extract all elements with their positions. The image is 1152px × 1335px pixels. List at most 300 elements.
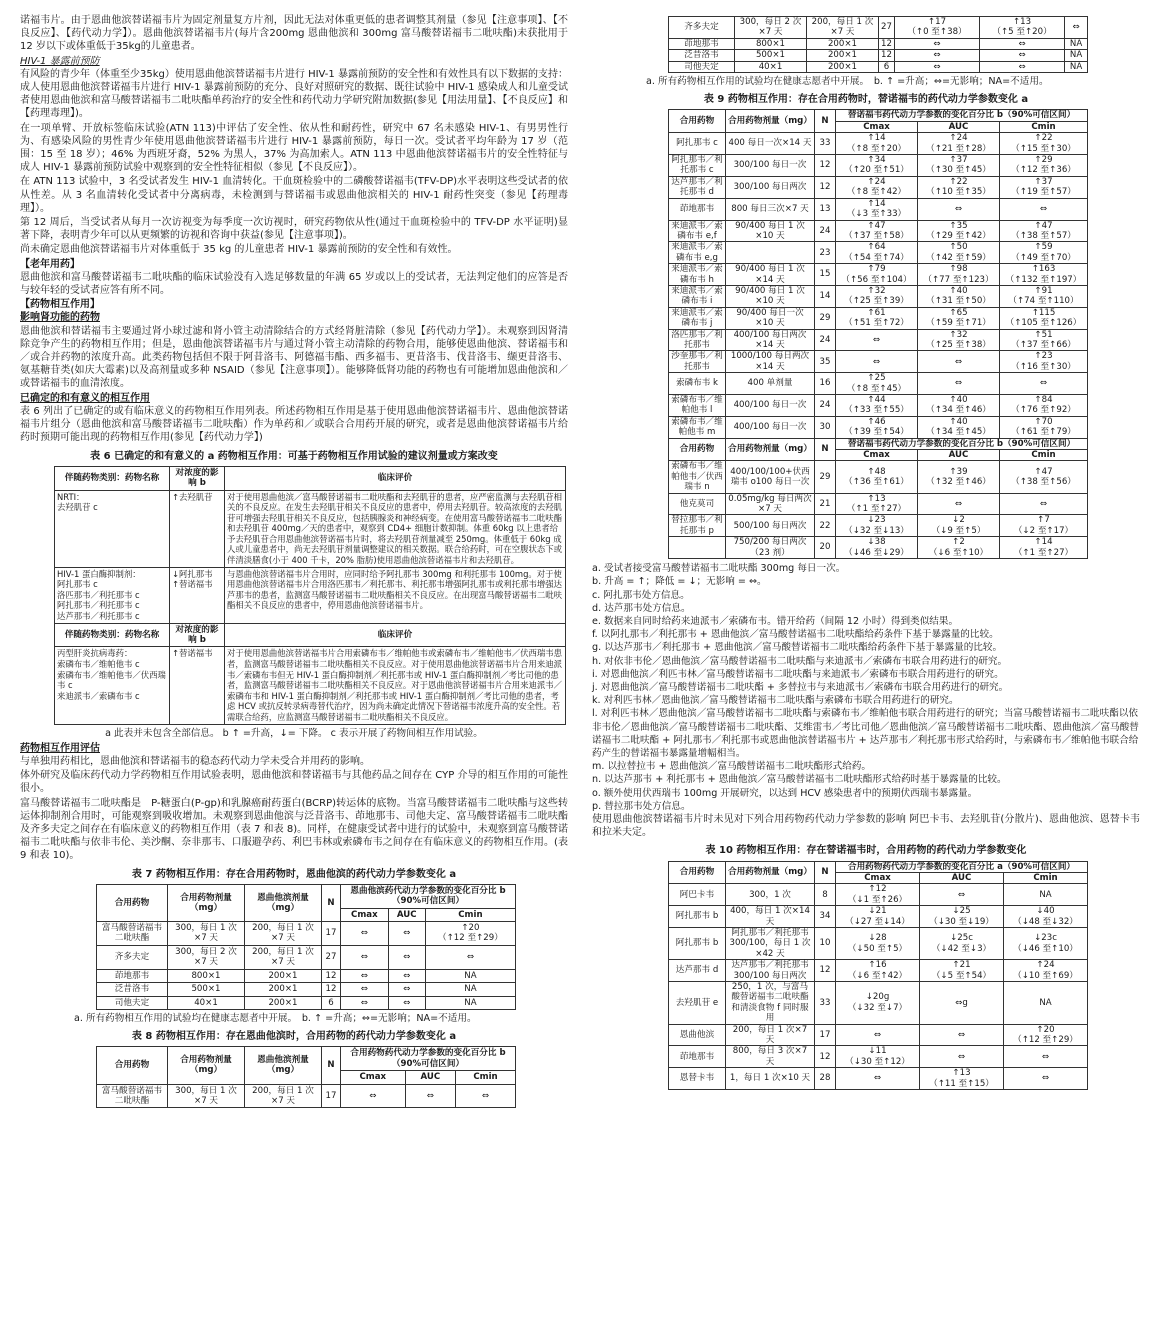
- paragraph: 恩曲他滨和替诺福韦主要通过肾小球过滤和肾小管主动清除结合的方式经肾脏清除（参见【药代动力学】）。未观察到因肾清除竞争产生的药物相互作用；但是，恩曲他滨替诺福韦片与通过肾小管主动清除的药物合用，能够使恩曲他滨、替诺福韦和／或合并药物的浓度升高。此类药物包括但不限于阿昔洛韦、阿德福韦酯、西多福韦、更昔洛韦、伐昔洛韦、缬更昔洛韦、氨基糖苷类(如庆大霉素)以及高剂量或多种 NSAID（参见【注意事项】）。能够降低肾功能的药物也有可能增加恩曲他滨和／或替诺福韦的血清浓度。: [20, 325, 568, 390]
- table-cell: ⇔: [341, 1084, 406, 1108]
- table-cell: NA: [1065, 38, 1088, 49]
- table-header: Cmax: [836, 450, 918, 461]
- section-heading: 已确定的和有意义的相互作用: [20, 392, 150, 404]
- table-cell: ↑24 （↑21 至↑28）: [918, 133, 1000, 155]
- table-cell: 13: [815, 198, 836, 220]
- table-8-caption: 表 8 药物相互作用：存在恩曲他滨时，合用药物的药代动力学参数变化 a: [131, 1031, 457, 1043]
- table-note: j. 对恩曲他滨／富马酸替诺福韦二吡呋酯 + 多替拉韦与来迪派韦／索磷布韦联合用药进行的研究。: [592, 681, 1009, 693]
- table-header: 恩曲他滨剂量（mg）: [245, 884, 322, 921]
- table-row: [97, 922, 516, 946]
- table-header: 临床评价: [225, 466, 566, 490]
- table-note: d. 达芦那韦处方信息。: [592, 602, 691, 614]
- table-cell: 齐多夫定: [97, 945, 168, 969]
- table-cell: ↑22 （↑10 至↑35）: [918, 176, 1000, 198]
- table-cell: 400，每日 1 次×14 天: [726, 906, 815, 928]
- table-header: Cmin: [1004, 872, 1088, 883]
- table-cell: 阿扎那韦 b: [669, 906, 726, 928]
- table-cell: ↑24 （↑8 至↑42）: [836, 176, 918, 198]
- table-header: 替诺福韦药代动力学参数的变化百分比 b（90%可信区间）: [836, 110, 1088, 121]
- table-note: h. 对依非韦伦／恩曲他滨／富马酸替诺福韦二吡呋酯与来迪派韦／索磷布韦联合用药进行的研究。: [592, 655, 1008, 667]
- table-cell: 90/400 每日一次×10 天: [726, 307, 815, 329]
- table-cell: ↓25c （↓42 至↓3）: [920, 928, 1004, 960]
- table-cell: ↓23 （↓32 至↓13）: [836, 515, 918, 537]
- table-cell: ↑40 （↑34 至↑46）: [918, 395, 1000, 417]
- table-cell: 27: [879, 17, 895, 39]
- table-cell: ↑13 （↑1 至↑27）: [836, 493, 918, 515]
- table-cell: ⇔: [388, 922, 425, 946]
- table-cell: 40×1: [168, 996, 245, 1009]
- table-cell: ↑35 （↑29 至↑42）: [918, 220, 1000, 242]
- table-cell: 33: [815, 133, 836, 155]
- table-cell: 6: [322, 996, 341, 1009]
- table-cell: ↑47 （↑37 至↑58）: [836, 220, 918, 242]
- table-header: 合用药物药代动力学参数的变化百分比 a（90%可信区间）: [836, 861, 1088, 872]
- table-cell: ↑70 （↑61 至↑79）: [1000, 416, 1088, 438]
- table-header: AUC: [920, 872, 1004, 883]
- table-cell: 司他夫定: [669, 61, 735, 72]
- table-cell: ⇔: [1065, 17, 1088, 39]
- table-header: Cmax: [341, 908, 389, 921]
- table-10: [668, 861, 1088, 1091]
- table-cell: 34: [815, 906, 836, 928]
- table-cell: 22: [815, 515, 836, 537]
- table-cell: ↑20 （↑12 至↑29）: [425, 922, 515, 946]
- table-cell: 27: [322, 945, 341, 969]
- table-row: [97, 1084, 516, 1108]
- table-cell: ⇔: [1004, 1068, 1088, 1090]
- table-row: [669, 373, 1088, 395]
- section-heading: 【药物相互作用】: [20, 299, 100, 311]
- table-cell: 12: [815, 155, 836, 177]
- table-cell: ↑21 （↓5 至↑54）: [920, 960, 1004, 982]
- table-cell: 12: [815, 1046, 836, 1068]
- table-cell: ⇔: [405, 1084, 455, 1108]
- table-cell: 400/100 每日一次: [726, 395, 815, 417]
- left-column: [20, 14, 568, 1108]
- table-cell: ↑32 （↑25 至↑38）: [918, 329, 1000, 351]
- table-cell: 28: [815, 1068, 836, 1090]
- table-cell: 10: [815, 928, 836, 960]
- table-header: 合用药物药代动力学参数的变化百分比 b（90%可信区间）: [341, 1047, 516, 1071]
- table-header: Cmin: [1000, 450, 1088, 461]
- table-cell: 300，每日 1 次×7 天: [168, 1084, 245, 1108]
- table-cell: 对于使用恩曲他滨替诺福韦片合用索磷布韦／维帕他韦或索磷布韦／维帕他韦／伏西瑞韦患者，监测富马酸替诺福韦二吡呋酯相关不良反应。对于使用恩曲他滨替诺福韦片合用来迪派韦／索磷布韦但无 HIV-1 蛋白酶抑制剂／利托那韦或 HIV-1 蛋白酶抑制剂／考比司他的患者，监测富马酸替诺福韦二吡呋酯相关不良反应。对于恩曲他滨替诺福韦片合用来迪派韦／索磷布韦和 HIV-1 蛋白酶抑制剂／利托那韦或 HIV-1 蛋白酶抑制剂／考比司他的患者，考虑 HCV 或抗反转录病毒替代治疗，因为尚未确定此情况下替诺福韦浓度升高的安全性。若需联合给药，应监测富马酸替诺福韦二吡呋酯相关不良反应。: [225, 647, 566, 724]
- table-cell: 21: [815, 493, 836, 515]
- table-cell: 索磷布韦／维帕他韦／伏西瑞韦 n: [669, 461, 726, 493]
- table-cell: ↑65 （↑59 至↑71）: [918, 307, 1000, 329]
- table-cell: 500×1: [168, 983, 245, 996]
- table-9: [668, 109, 1088, 559]
- table-cell: ⇔: [836, 329, 918, 351]
- table-note: f. 以阿扎那韦／利托那韦 + 恩曲他滨／富马酸替诺福韦二吡呋酯给药条件下基于暴露量的比较。: [592, 629, 999, 641]
- table-header: AUC: [388, 908, 425, 921]
- table-cell: ⇔: [920, 1046, 1004, 1068]
- table-cell: ⇔: [836, 351, 918, 373]
- table-note: g. 以达芦那韦／利托那韦 + 恩曲他滨／富马酸替诺福韦二吡呋酯给药条件下基于暴露量的比较。: [592, 642, 1003, 654]
- table-cell: 24: [815, 395, 836, 417]
- table-cell: ⇔: [980, 61, 1065, 72]
- table-cell: 12: [815, 176, 836, 198]
- table-header: 伴随药物类别：药物名称: [55, 623, 170, 647]
- table-row: [669, 17, 1088, 39]
- table-cell: 400/100 每日一次: [726, 416, 815, 438]
- table-cell: ↑32 （↑25 至↑39）: [836, 285, 918, 307]
- table-9-caption: 表 9 药物相互作用：存在合用药物时，替诺福韦的药代动力学参数变化 a: [703, 94, 1029, 106]
- table-cell: 17: [815, 1024, 836, 1046]
- table-cell: 200×1: [245, 969, 322, 982]
- table-cell: 750/200 每日两次（23 剂）: [726, 537, 815, 559]
- paragraph: 有风险的青少年（体重至少35kg）使用恩曲他滨替诺福韦片进行 HIV-1 暴露前预防的安全性和有效性具有以下数据的支持：成人使用恩曲他滨替诺福韦片进行 HIV-1 暴露前预防的充分、良好对照研究的数据、既往试验中 HIV-1 感染成人和儿童受试者使用恩曲他滨和富马酸替诺福韦二吡呋酯单药治疗的安全性和药代动力学研究附加数据(参见【用法用量】、【不良反应】和【药理毒理】)。: [20, 68, 568, 120]
- section-heading: 影响肾功能的药物: [20, 312, 100, 324]
- table-cell: ⇔: [920, 884, 1004, 906]
- table-header-row: [55, 623, 566, 647]
- table-cell: ↑98 （↑77 至↑123）: [918, 264, 1000, 286]
- table-cell: 400/100 每日两次×14 天: [726, 329, 815, 351]
- table-note: k. 对利匹韦林／恩曲他滨／富马酸替诺福韦二吡呋酯与索磷布韦联合用药进行的研究。: [592, 695, 959, 707]
- table-cell: 90/400 每日 1 次×10 天: [726, 285, 815, 307]
- table-cell: ⇔: [388, 996, 425, 1009]
- table-cell: 富马酸替诺福韦二吡呋酯: [97, 922, 168, 946]
- table-cell: 齐多夫定: [669, 17, 735, 39]
- table-cell: ↓40 （↓48 至↓32）: [1004, 906, 1088, 928]
- table-cell: ⇔: [388, 969, 425, 982]
- paragraph: 尚未确定恩曲他滨替诺福韦片对体重低于 35 kg 的儿童患者 HIV-1 暴露前预防的安全性和有效性。: [20, 244, 458, 256]
- table-cell: 泛昔洛韦: [669, 50, 735, 61]
- table-cell: 200×1: [245, 996, 322, 1009]
- paragraph: 恩曲他滨和富马酸替诺福韦二吡呋酯的临床试验没有入选足够数量的年满 65 岁或以上的受试者，无法判定他们的应答是否与较年轻的受试者应答有所不同。: [20, 271, 568, 297]
- table-cell: 替拉那韦／利托那韦 p: [669, 515, 726, 537]
- paragraph: 在一项单臂、开放标签临床试验(ATN 113)中评估了安全性、依从性和耐药性，研究中 67 名未感染 HIV-1、有男男性行为、有感染风险的男性青少年使用恩曲他滨替诺福韦片进行 HIV-1 暴露前预防，每日一次。受试者平均年龄为 17 岁（范围：15 至 18 岁）；46% 为西班牙裔，52% 为黑人，37% 为高加索人。ATN 113 中恩曲他滨替诺福韦片的安全性特征与成人 HIV-1 暴露前预防试验中观察到的安全性特征相似（参见【不良反应】）。: [20, 122, 568, 174]
- table-cell: 200×1: [807, 61, 879, 72]
- table-row: [669, 395, 1088, 417]
- table-cell: 23: [815, 242, 836, 264]
- table-cell: 司他夫定: [97, 996, 168, 1009]
- table-cell: ↑23 （↑16 至↑30）: [1000, 351, 1088, 373]
- table-cell: 12: [322, 969, 341, 982]
- table-cell: 17: [322, 922, 341, 946]
- table-cell: 200，每日 1 次×7 天: [726, 1024, 815, 1046]
- paragraph: 诺福韦片。由于恩曲他滨替诺福韦片为固定剂量复方片剂，因此无法对体重更低的患者调整其剂量（参见【注意事项】、【不良反应】、【药代动力学】）。恩曲他滨替诺福韦片(每片含200mg 恩曲他滨和 300mg 富马酸替诺福韦二吡呋酯)未获批用于 12 岁以下或体重低于35kg的儿童患者。: [20, 15, 568, 53]
- table-cell: 200×1: [245, 983, 322, 996]
- table-cell: 沙奎那韦／利托那韦: [669, 351, 726, 373]
- table-cell: 他克莫司: [669, 493, 726, 515]
- table-row: [669, 264, 1088, 286]
- table-cell: ⇔: [894, 50, 979, 61]
- table-cell: 200×1: [807, 50, 879, 61]
- table-header: Cmin: [425, 908, 515, 921]
- table-cell: 泛昔洛韦: [97, 983, 168, 996]
- table-cell: HIV-1 蛋白酶抑制剂： 阿扎那韦 c 洛匹那韦／利托那韦 c 阿扎那韦／利托那韦 c 达芦那韦／利托那韦 c: [55, 567, 170, 623]
- paragraph: 富马酸替诺福韦二吡呋酯是 P-糖蛋白(P-gp)和乳腺癌耐药蛋白(BCRP)转运体的底物。当富马酸替诺福韦二吡呋酯与这些转运体抑制剂合用时，可能观察到吸收增加。未观察到恩曲他滨与泛昔洛韦、茚地那韦、司他夫定、富马酸替诺福韦二吡呋酯及齐多夫定之间存在有临床意义的药物相互作用（表 7 和表 8)。同样，在健康受试者中进行的试验中，未观察到富马酸替诺福韦二吡呋酯与依非韦伦、美沙酮、奈非那韦、口服避孕药、利巴韦林或索磷布韦之间存在有临床意义的药物相互作用。(表 9 和表 10)。: [20, 797, 568, 862]
- table-cell: NA: [425, 983, 515, 996]
- table-cell: 40×1: [735, 61, 807, 72]
- table-8: [96, 1046, 516, 1108]
- table-header: Cmax: [836, 121, 918, 132]
- paragraph: 使用恩曲他滨替诺福韦片时未见对下列合用药物药代动力学参数的影响 阿巴卡韦、去羟肌苷(分散片)、恩曲他滨、恩替卡韦和拉米夫定。: [592, 813, 1140, 839]
- table-note: i. 对恩曲他滨／利匹韦林／富马酸替诺福韦二吡呋酯与来迪派韦／索磷布韦联合用药进行的研究。: [592, 668, 1004, 680]
- table-row: [669, 133, 1088, 155]
- table-cell: 300/100 每日一次: [726, 155, 815, 177]
- table-cell: 200，每日 1 次×7 天: [807, 17, 879, 39]
- table-cell: 800×1: [735, 38, 807, 49]
- table-cell: 富马酸替诺福韦二吡呋酯: [97, 1084, 168, 1108]
- table-header: 合用药物: [669, 861, 726, 884]
- table-cell: 20: [815, 537, 836, 559]
- table-row: [55, 490, 566, 567]
- table-cell: 400 每日一次×14 天: [726, 133, 815, 155]
- table-row: [669, 61, 1088, 72]
- table-cell: ↑29 （↑12 至↑36）: [1000, 155, 1088, 177]
- table-cell: NA: [1065, 61, 1088, 72]
- table-header: N: [322, 1047, 341, 1084]
- table-cell: 800×1: [168, 969, 245, 982]
- table-cell: ⇔: [341, 983, 389, 996]
- table-cell: 恩替卡韦: [669, 1068, 726, 1090]
- table-6: [54, 466, 566, 725]
- table-header: 恩曲他滨剂量（mg）: [245, 1047, 322, 1084]
- table-cell: ↑79 （↑56 至↑104）: [836, 264, 918, 286]
- table-row: [669, 155, 1088, 177]
- table-cell: 索磷布韦／维帕他韦 l: [669, 395, 726, 417]
- table-header: 合用药物: [97, 1047, 168, 1084]
- table-cell: ↑22 （↑15 至↑30）: [1000, 133, 1088, 155]
- table-cell: 300，1 次: [726, 884, 815, 906]
- table-cell: 丙型肝炎抗病毒药： 索磷布韦／维帕他韦 c 索磷布韦／维帕他韦／伏西瑞韦 c 来迪派韦／索磷布韦 c: [55, 647, 170, 724]
- table-row: [669, 906, 1088, 928]
- table-cell: ↓21 （↓27 至↓14）: [836, 906, 920, 928]
- table-cell: ↑40 （↑31 至↑50）: [918, 285, 1000, 307]
- table-cell: 6: [879, 61, 895, 72]
- table-cell: ↑84 （↑76 至↑92）: [1000, 395, 1088, 417]
- table-row: [669, 329, 1088, 351]
- table-cell: 阿扎那韦／利托那韦 300/100，每日 1 次×42 天: [726, 928, 815, 960]
- table-cell: 16: [815, 373, 836, 395]
- table-cell: NA: [425, 969, 515, 982]
- table-6-caption: 表 6 已确定的和有意义的 a 药物相互作用：可基于药物相互作用试验的建议剂量或方案改变: [90, 450, 498, 462]
- table-cell: [726, 242, 815, 264]
- table-cell: ⇔: [918, 351, 1000, 373]
- table-header: 合用药物剂量（mg）: [168, 1047, 245, 1084]
- table-note: n. 以达芦那韦 + 利托那韦 + 恩曲他滨／富马酸替诺福韦二吡呋酯形式给药时基于暴露量的比较。: [592, 774, 1007, 786]
- table-header: 临床评价: [225, 623, 566, 647]
- table-cell: 30: [815, 416, 836, 438]
- table-row: [669, 515, 1088, 537]
- table-cell: ↑61 （↑51 至↑72）: [836, 307, 918, 329]
- table-header: Cmax: [341, 1071, 406, 1084]
- table-cell: 1，每日 1 次×10 天: [726, 1068, 815, 1090]
- table-row: [669, 416, 1088, 438]
- table-row: [669, 461, 1088, 493]
- table-row: [669, 928, 1088, 960]
- table-cell: ↑47 （↑38 至↑57）: [1000, 220, 1088, 242]
- table-cell: ⇔: [918, 198, 1000, 220]
- table-cell: 300，每日 1 次×7 天: [168, 922, 245, 946]
- table-header: 伴随药物类别：药物名称: [55, 466, 170, 490]
- table-cell: ⇔: [1000, 198, 1088, 220]
- table-cell: NA: [1065, 50, 1088, 61]
- table-cell: ↓11 （↓30 至↑12）: [836, 1046, 920, 1068]
- table-cell: 阿扎那韦 b: [669, 928, 726, 960]
- table-cell: ⇔g: [920, 982, 1004, 1025]
- table-cell: 14: [815, 285, 836, 307]
- table-cell: 阿扎那韦／利托那韦 c: [669, 155, 726, 177]
- table-row: [669, 537, 1088, 559]
- table-cell: 来迪派韦／索磷布韦 e,f: [669, 220, 726, 242]
- table-cell: ⇔: [388, 983, 425, 996]
- table-cell: 茚地那韦: [97, 969, 168, 982]
- table-header: N: [815, 438, 836, 461]
- table-cell: ⇔: [1000, 493, 1088, 515]
- table-row: [669, 493, 1088, 515]
- table-cell: ⇔: [1000, 373, 1088, 395]
- table-cell: 茚地那韦: [669, 38, 735, 49]
- table-header: Cmin: [1000, 121, 1088, 132]
- table-cell: ↑40 （↑34 至↑45）: [918, 416, 1000, 438]
- table-cell: ↑51 （↑37 至↑66）: [1000, 329, 1088, 351]
- table-cell: 1000/100 每日两次×14 天: [726, 351, 815, 373]
- table-row: [55, 567, 566, 623]
- table-cell: 35: [815, 351, 836, 373]
- table-note: b. 升高 = ↑；降低 = ↓；无影响 = ⇔。: [592, 576, 767, 588]
- table-header: 合用药物剂量（mg）: [726, 110, 815, 133]
- table-header: 合用药物剂量（mg）: [726, 861, 815, 884]
- paragraph: 第 12 周后，当受试者从每月一次访视变为每季度一次访视时，研究药物依从性(通过干血斑检验中的 TFV-DP 水平证明)显著下降，表明青少年可以从更频繁的访视和咨询中获益(参见【注意事项】)。: [20, 217, 568, 242]
- table-header: 合用药物剂量（mg）: [168, 884, 245, 921]
- table-cell: ⇔: [341, 922, 389, 946]
- table-10-caption: 表 10 药物相互作用：存在替诺福韦时，合用药物的药代动力学参数变化: [705, 845, 1027, 857]
- table-7-caption: 表 7 药物相互作用：存在合用药物时，恩曲他滨的药代动力学参数变化 a: [131, 868, 457, 880]
- table-cell: ⇔: [894, 38, 979, 49]
- table-cell: ⇔: [836, 1024, 920, 1046]
- table-cell: NRTI： 去羟肌苷 c: [55, 490, 170, 567]
- table-row: [669, 1068, 1088, 1090]
- table-cell: 400/100/100+伏西瑞韦 o100 每日一次: [726, 461, 815, 493]
- table-cell: 来迪派韦／索磷布韦 h: [669, 264, 726, 286]
- table-row: [669, 1046, 1088, 1068]
- table-cell: 200，每日 1 次×7 天: [245, 945, 322, 969]
- table-row: [669, 220, 1088, 242]
- table-note: l. 对利匹韦林／恩曲他滨／富马酸替诺福韦二吡呋酯与索磷布韦／维帕他韦联合用药进行的研究；当富马酸替诺福韦二吡呋酯以依非韦伦／恩曲他滨／富马酸替诺福韦二吡呋酯、艾维雷韦／考比司他／恩曲他滨／富马酸替诺福韦二吡呋酯、恩曲他滨／富马酸替诺福韦二吡呋酯 + 阿扎那韦／利托那韦或恩曲他滨替诺福韦片 + 达芦那韦／利托那韦形式给药时，与索磷布韦／维帕他韦联合给药产生的替诺福韦暴露量增幅相当。: [592, 708, 1139, 759]
- table-cell: 来迪派韦／索磷布韦 i: [669, 285, 726, 307]
- table-row: [97, 983, 516, 996]
- table-cell: 200×1: [807, 38, 879, 49]
- table-cell: 对于使用恩曲他滨／富马酸替诺福韦二吡呋酯和去羟肌苷的患者，应严密监测与去羟肌苷相关的不良反应。在发生去羟肌苷相关不良反应的患者中，停用去羟肌苷。较高浓度的去羟肌苷可增强去羟肌苷相关不良反应，包括胰腺炎和神经病变。在使用富马酸替诺福韦二吡呋酯和去羟肌苷 400mg／天的患者中，观察到 CD4+ 细胞计数抑制。体重 60kg 以上患者给予去羟肌苷合用恩曲他滨替诺福韦片时，将去羟肌苷剂量减至 250mg。体重低于 60kg 成人或儿童患者中，尚无去羟肌苷剂量调整建议的相关数据。联合给药时，可在空腹状态下或伴清淡膳食(小于 400 千卡，20% 脂肪)使用恩曲他滨替诺福韦片和去羟肌苷。: [225, 490, 566, 567]
- table-note: o. 额外使用伏西瑞韦 100mg 开展研究，以达到 HCV 感染患者中的预期伏西瑞韦暴露量。: [592, 787, 978, 799]
- table-cell: ↑13 （↑5 至↑20）: [980, 17, 1065, 39]
- table-cell: ↑13 （↑11 至↑15）: [920, 1068, 1004, 1090]
- table-cell: ↑64 （↑54 至↑74）: [836, 242, 918, 264]
- table-row: [669, 242, 1088, 264]
- table-cell: ↑59 （↑49 至↑70）: [1000, 242, 1088, 264]
- table-cell: ↑39 （↑32 至↑46）: [918, 461, 1000, 493]
- table-row: [669, 198, 1088, 220]
- table-header: Cmin: [456, 1071, 516, 1084]
- table-note: a. 受试者接受富马酸替诺福韦二吡呋酯 300mg 每日一次。: [592, 563, 846, 575]
- table-cell: ↑2 （↓6 至↑10）: [918, 537, 1000, 559]
- paragraph: 在 ATN 113 试验中，3 名受试者发生 HIV-1 血清转化。干血斑检验中的二磷酸替诺福韦(TFV-DP)水平表明这些受试者的依从性差。从 3 名血清转化受试者中分离病毒，未检测到与替诺福韦或恩曲他滨相关的 HIV-1 耐药性突变（参见【药理毒理】）。: [20, 176, 568, 214]
- table-header: 合用药物: [669, 438, 726, 461]
- table-cell: ⇔: [456, 1084, 516, 1108]
- table-cell: 12: [879, 38, 895, 49]
- table-cell: 来迪派韦／索磷布韦 e,g: [669, 242, 726, 264]
- table-cell: ↑91 （↑74 至↑110）: [1000, 285, 1088, 307]
- table-cell: ↑34 （↑20 至↑51）: [836, 155, 918, 177]
- table-header: AUC: [918, 121, 1000, 132]
- right-column: [592, 16, 1140, 1090]
- table-cell: ↑24 （↓10 至↑69）: [1004, 960, 1088, 982]
- table-cell: ↓2 （↓9 至↑5）: [918, 515, 1000, 537]
- table-cell: ↑44 （↑33 至↑55）: [836, 395, 918, 417]
- table-cell: 300，每日 2 次×7 天: [735, 17, 807, 39]
- table-cell: ↑48 （↑36 至↑61）: [836, 461, 918, 493]
- table-cell: 达芦那韦 d: [669, 960, 726, 982]
- table-note: a. 所有药物相互作用的试验均在健康志愿者中开展。 b. ↑ =升高；⇔=无影响；NA=不适用。: [74, 1012, 477, 1024]
- table-note: c. 阿扎那韦处方信息。: [592, 589, 690, 601]
- table-row: [669, 176, 1088, 198]
- table-note: a. 所有药物相互作用的试验均在健康志愿者中开展。 b. ↑ =升高；⇔=无影响；NA=不适用。: [646, 76, 1049, 88]
- table-row: [97, 969, 516, 982]
- table-cell: 400 单剂量: [726, 373, 815, 395]
- paragraph: 表 6 列出了已确定的或有临床意义的药物相互作用列表。所述药物相互作用是基于使用恩曲他滨替诺福韦片、恩曲他滨替诺福韦片组分（恩曲他滨和富马酸替诺福韦二吡呋酯）作为单药和／或联合合用药开展的研究，或者是恩曲他滨替诺福韦片给药时预期可能出现的药物相互作用(参见【药代动力学】): [20, 405, 568, 444]
- table-cell: 250，1 次，与富马酸替诺福韦二吡呋酯和清淡食物 f 同时服用: [726, 982, 815, 1025]
- paragraph: 与单独用药相比，恩曲他滨和替诺福韦的稳态药代动力学未受合并用药的影响。: [20, 756, 370, 768]
- table-header: Cmax: [836, 872, 920, 883]
- table-cell: 29: [815, 461, 836, 493]
- table-row: [669, 960, 1088, 982]
- table-cell: ↓25 （↓30 至↓19）: [920, 906, 1004, 928]
- table-cell: ↑12 （↓1 至↑26）: [836, 884, 920, 906]
- table-cell: ⇔: [341, 996, 389, 1009]
- table-cell: 17: [322, 1084, 341, 1108]
- table-header: 合用药物: [669, 110, 726, 133]
- table-cell: ⇔: [980, 38, 1065, 49]
- table-note: p. 替拉那韦处方信息。: [592, 800, 691, 812]
- table-cell: ⇔: [894, 61, 979, 72]
- table-cell: 阿巴卡韦: [669, 884, 726, 906]
- table-cell: ↑47 （↑38 至↑56）: [1000, 461, 1088, 493]
- table-cell: 与恩曲他滨替诺福韦片合用时，应同时给予阿扎那韦 300mg 和利托那韦 100mg。对于使用恩曲他滨替诺福韦片合用洛匹那韦／利托那韦、利托那韦增强阿扎那韦或利托那韦增强达芦那韦的患者，监测富马酸替诺福韦二吡呋酯相关不良反应。在出现富马酸替诺福韦二吡呋酯相关不良反应的患者中，停用恩曲他滨替诺福韦片。: [225, 567, 566, 623]
- table-cell: 90/400 每日 1 次×14 天: [726, 264, 815, 286]
- table-9-notes: [592, 562, 1140, 813]
- table-cell: ↑50 （↑42 至↑59）: [918, 242, 1000, 264]
- table-row: [669, 884, 1088, 906]
- table-cell: ↑14 （↑1 至↑27）: [1000, 537, 1088, 559]
- table-cell: ↑20 （↑12 至↑29）: [1004, 1024, 1088, 1046]
- table-cell: 300，每日 2 次×7 天: [168, 945, 245, 969]
- table-cell: 0.05mg/kg 每日两次×7 天: [726, 493, 815, 515]
- table-cell: 800，每日 3 次×7 天: [726, 1046, 815, 1068]
- table-cell: ↑115 （↑105 至↑126）: [1000, 307, 1088, 329]
- table-row: [97, 945, 516, 969]
- table-header: N: [815, 110, 836, 133]
- table-cell: ↓阿扎那韦 ↑替诺福韦: [170, 567, 225, 623]
- table-header: 对浓度的影响 b: [170, 466, 225, 490]
- table-cell: ⇔: [980, 50, 1065, 61]
- table-cell: 阿扎那韦 c: [669, 133, 726, 155]
- table-8-continued: [668, 16, 1088, 73]
- table-cell: 800 每日三次×7 天: [726, 198, 815, 220]
- table-cell: 200，每日 1 次×7 天: [245, 922, 322, 946]
- table-cell: 茚地那韦: [669, 1046, 726, 1068]
- table-cell: ⇔: [425, 945, 515, 969]
- table-cell: ⇔: [918, 373, 1000, 395]
- table-cell: 24: [815, 220, 836, 242]
- table-row: [669, 1024, 1088, 1046]
- table-cell: 15: [815, 264, 836, 286]
- table-cell: 300/100 每日两次: [726, 176, 815, 198]
- table-cell: 12: [815, 960, 836, 982]
- table-cell: 茚地那韦: [669, 198, 726, 220]
